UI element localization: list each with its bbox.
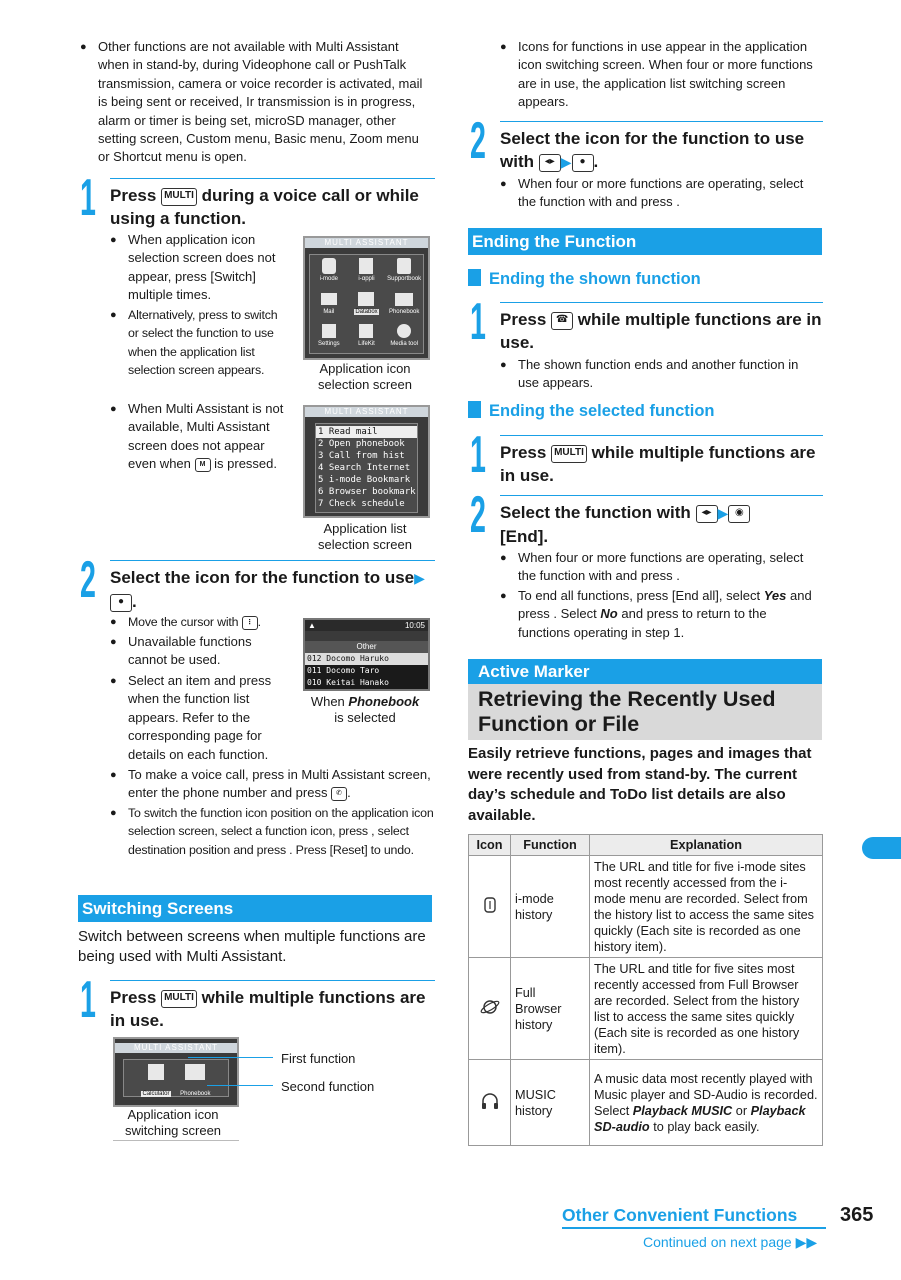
tab-other[interactable]: Other (305, 641, 428, 653)
step-2-select-function-end (470, 486, 825, 546)
arrow-icon: ▶ (560, 154, 572, 170)
bullet-select-and-press: ● When four or more functions are operating, select the function with and press . (500, 549, 822, 586)
lifekit-app-icon[interactable]: LifeKit (348, 320, 386, 353)
arrow-icon: ▶ (414, 570, 425, 586)
step-1-end-shown (470, 293, 825, 352)
column-header-explanation: Explanation (590, 835, 823, 856)
application-list (315, 423, 418, 513)
section-title-retrieving: Retrieving the Recently Used Function or File (468, 684, 822, 740)
bullet-shown-ends: ● The shown function ends and another function in use appears. (500, 356, 822, 393)
chapter-side-tab (862, 837, 901, 859)
application-icon-selection-screen (303, 236, 430, 360)
phonebook-icon (185, 1064, 205, 1080)
list-item[interactable]: 4 Search Internet (318, 463, 411, 473)
bullet-icons-in-use: ● Icons for functions in use appear in the application icon switching screen. When four or more functions are in use, the application list switching screen appears. (500, 38, 820, 112)
step-rule (110, 560, 435, 561)
bullet-not-available: ● When Multi Assistant is not available, Multi Assistant screen does not appear even when M is pressed. (110, 400, 295, 474)
step-1-end-selected (470, 426, 825, 485)
calculator-icon (148, 1064, 164, 1080)
screen-header: MULTI ASSISTANT (305, 238, 428, 248)
step-2-select-with (470, 112, 825, 171)
footer-underline (562, 1227, 826, 1229)
page-number: 365 (840, 1204, 874, 1226)
multi-direction-key-icon: ⋮ (242, 616, 258, 630)
caption-phonebook-selected: When Phonebook is selected (310, 694, 420, 725)
multi-direction-key-icon: ◂▸ (696, 505, 718, 523)
multi-key-icon: MULTI (161, 990, 197, 1008)
subheading-ending-shown: Ending the shown function (468, 268, 701, 290)
multi-key-icon: M (195, 458, 211, 472)
step-title: Select the icon for the function to use▶● . (110, 568, 425, 611)
step-rule (500, 495, 823, 496)
application-icon-switching-screen (113, 1037, 239, 1107)
step-number: 1 (80, 971, 96, 1029)
explanation-cell: The URL and title for five i-mode sites most recently accessed from the i-mode menu are recorded. Select from the history list to access the same sites quickly (Each site is recorded as one history item). (590, 856, 823, 958)
caption-application-icon-selection: Application icon selection screen (318, 361, 412, 392)
explanation-cell: A music data most recently played with Music player and SD-Audio is recorded. Select Playback MUSIC or Playback SD-audio to play back easily. (590, 1060, 823, 1146)
function-cell: MUSIC history (511, 1060, 590, 1146)
active-intro: Easily retrieve functions, pages and images that were recently used from stand-by. The current day’s schedule and ToDo list details are also available. (468, 745, 812, 824)
caption-application-icon-switching: Application icon switching screen (124, 1107, 222, 1138)
step-rule (500, 435, 823, 436)
step-2-select-icon (80, 551, 435, 611)
step-title: Press MULTI during a voice call or while using a function. (110, 186, 419, 228)
square-marker (468, 401, 481, 418)
active-marker-label: Active Marker (468, 659, 822, 684)
step-number: 2 (80, 551, 96, 609)
list-item[interactable]: 7 Check schedule (318, 499, 405, 509)
phonebook-function-screen (303, 618, 430, 691)
phonebook-app-icon[interactable]: Phonebook (385, 288, 423, 321)
table-row (469, 1060, 823, 1146)
end-key-icon: ☎ (551, 312, 573, 330)
callout-line-first (188, 1057, 273, 1058)
step-1-press-multi (80, 169, 435, 228)
call-key-icon: ✆ (331, 787, 347, 801)
step-rule (110, 980, 435, 981)
table-row (469, 856, 823, 958)
step-number: 1 (470, 293, 486, 351)
list-item[interactable]: 2 Open phonebook (318, 439, 405, 449)
status-bar (305, 620, 428, 631)
subheading-ending-selected: Ending the selected function (468, 400, 715, 422)
supportbook-app-icon[interactable]: Supportbook (385, 255, 423, 288)
table-row (469, 958, 823, 1060)
bullet-select-item: ● Select an item and press when the function list appears. Refer to the corresponding page for details on each function. (110, 672, 290, 764)
function-cell: i-mode history (511, 856, 590, 958)
phonebook-tile[interactable]: Phonebook (180, 1064, 210, 1100)
step-title: Select the function with ◂▸ ▶ ◉ [End]. (500, 501, 823, 548)
imode-app-icon[interactable]: i-mode (310, 255, 348, 288)
step-rule (500, 121, 823, 122)
step-1-switching (80, 971, 435, 1030)
step-rule (110, 178, 435, 179)
multi-direction-key-icon: ◂▸ (539, 154, 561, 172)
arrow-icon: ▶ (717, 505, 729, 521)
bullet-four-or-more: ● When four or more functions are operating, select the function with and press . (500, 175, 822, 212)
step-number: 2 (470, 486, 486, 544)
label-second-function: Second function (281, 1079, 375, 1094)
table-header-row (469, 835, 823, 856)
multi-key-icon: MULTI (161, 188, 197, 206)
square-marker (468, 269, 481, 286)
screen-header: MULTI ASSISTANT (305, 407, 428, 417)
databox-app-icon[interactable]: Databox (348, 288, 386, 321)
toolbar (305, 631, 428, 641)
application-list-selection-screen (303, 405, 430, 518)
iappli-app-icon[interactable]: i-αppli (348, 255, 386, 288)
continued-next-page-link[interactable]: Continued on next page ▶▶ (643, 1234, 818, 1250)
section-header-switching-screens: Switching Screens (78, 895, 432, 922)
caption-divider (113, 1140, 239, 1141)
multi-key-icon: MULTI (551, 445, 587, 463)
headphones-icon (469, 1060, 511, 1146)
history-table (468, 834, 823, 1146)
camera-key-icon: ◉ (728, 505, 750, 523)
list-item[interactable]: 5 i-mode Bookmark (318, 475, 411, 485)
step-number: 2 (470, 112, 486, 170)
bullet-unavailable-functions: ● Other functions are not available with Multi Assistant when in stand-by, during Videophone call or PushTalk transmission, camera or voice recorder is activated, mail is being sent or received, Ir transmission is in progress, alarm or timer is being set, microSD manager, other setting screen, Custom menu, Basic menu, Zoom menu or Shortcut menu is open. (80, 38, 430, 167)
mail-app-icon[interactable]: Mail (310, 288, 348, 321)
bullet-end-all: ● To end all functions, press [End all], select Yes and press . Select No and press to return to the functions operating in step 1. (500, 587, 822, 642)
step-title: Select the icon for the function to use with ◂▸ ▶ ● . (500, 129, 805, 171)
function-cell: Full Browser history (511, 958, 590, 1060)
bullet-move-cursor: ● Move the cursor with ⋮ . (110, 613, 295, 631)
list-item[interactable]: 3 Call from hist (318, 451, 405, 461)
column-header-icon: Icon (469, 835, 511, 856)
contact-row[interactable]: 012 Docomo Haruko (305, 653, 428, 665)
bullet-switch-position: ● To switch the function icon position on the application icon selection screen, select a function icon, press , select destination position and press . Press [Reset] to undo. (110, 804, 435, 859)
explanation-cell: The URL and title for five sites most recently accessed from Full Browser are recorded. Select from the history list to access the same sites quickly (Each site is recorded as one history item). (590, 958, 823, 1060)
section-header-ending-function: Ending the Function (468, 228, 822, 255)
list-item[interactable]: 6 Browser bookmark (318, 487, 416, 497)
switching-intro: Switch between screens when multiple functions are being used with Multi Assistant. (78, 928, 426, 965)
callout-line-second (207, 1085, 273, 1086)
bullet-voice-call: ● To make a voice call, press in Multi Assistant screen, enter the phone number and press ✆ . (110, 766, 432, 803)
step-rule (500, 302, 823, 303)
settings-app-icon[interactable]: Settings (310, 320, 348, 353)
caption-application-list-selection: Application list selection screen (318, 521, 412, 552)
footer-section-title: Other Convenient Functions (562, 1205, 798, 1225)
bullet-unavailable: ● Unavailable functions cannot be used. (110, 633, 280, 670)
calculator-tile[interactable]: Calculator (141, 1064, 170, 1100)
bullet-switch: ● When application icon selection screen does not appear, press [Switch] multiple times. (110, 231, 290, 305)
step-title: Press MULTI while multiple functions are in use. (500, 443, 816, 485)
screen-header: MULTI ASSISTANT (115, 1043, 237, 1053)
mediatool-app-icon[interactable]: Media tool (385, 320, 423, 353)
step-number: 1 (470, 426, 486, 484)
browser-history-icon (469, 958, 511, 1060)
signal-icon: ▲ (308, 621, 316, 630)
imode-history-icon (469, 856, 511, 958)
center-key-icon: ● (110, 594, 132, 612)
label-first-function: First function (281, 1051, 356, 1066)
switching-tiles (123, 1059, 229, 1097)
step-title: Press MULTI while multiple functions are in use. (110, 988, 426, 1030)
center-key-icon: ● (572, 154, 594, 172)
double-arrow-icon: ▶▶ (795, 1234, 818, 1250)
column-header-function: Function (511, 835, 590, 856)
contact-row[interactable]: 010 Keitai Hanako (307, 678, 389, 687)
bullet-alternatively: ● Alternatively, press to switch or select the function to use when the application list selection screen appears. (110, 306, 288, 380)
step-number: 1 (80, 169, 96, 227)
step-title: Press ☎ while multiple functions are in use. (500, 310, 822, 352)
icon-grid (309, 254, 424, 354)
clock: 10:05 (404, 621, 425, 630)
contact-row[interactable]: 011 Docomo Taro (307, 666, 380, 675)
list-item[interactable]: 1 Read mail (316, 426, 417, 438)
